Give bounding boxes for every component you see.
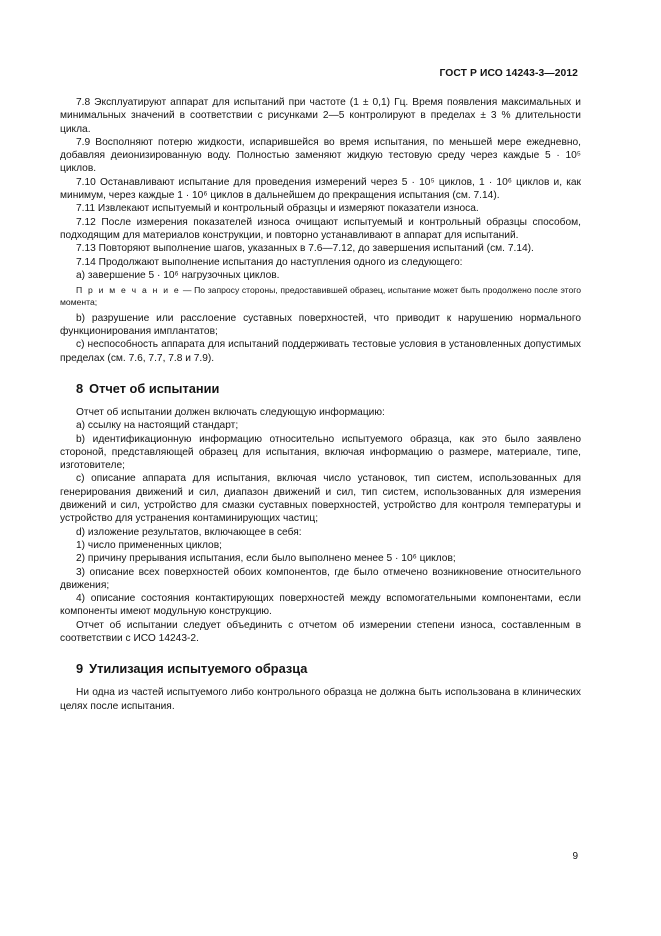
document-header: ГОСТ Р ИСО 14243-3—2012 [439,68,578,79]
section-8-paragraph: b) идентификационную информацию относительно испытуемого образца, как это было заявлено стороной, представляющей образец для испытания, включая информацию о размере, материале, типе, изготовителе; [60,433,581,472]
section-8-title: Отчет об испытании [89,380,220,396]
note-label: П р и м е ч а н и е [76,285,181,296]
note-text: — По запросу стороны, предоставившей образец, испытание может быть продолжено после этого момента; [60,285,581,307]
list-item-a: a) завершение 5 · 10⁶ нагрузочных циклов. [76,269,280,281]
section-9-number: 9 [76,661,84,677]
section-8-paragraph: 4) описание состояния контактирующих поверхностей между вспомогательными компонентами, если компоненты имеют модульную конструкцию. [60,593,581,618]
section-8-paragraph: a) ссылку на настоящий стандарт; [76,420,239,432]
page-number: 9 [572,851,578,862]
section-9-title: Утилизация испытуемого образца [89,661,308,677]
paragraph-7-9: 7.9 Восполняют потерю жидкости, испарившейся во время испытания, по меньшей мере ежедневно, добавляя деионизированную воду. Полностью заменяют жидкую тестовую среду через каждые 5 · 10⁵ циклов. [60,136,581,175]
section-8-paragraph: c) описание аппарата для испытания, включая число установок, тип систем, использованных для генерирования движений и сил, диапазон движений и сил, тип систем, использованных для измерения движений и сил, устройство для смазки суставных поверхностей, устройство для контроля температуры и устройство для устранения контаминирующих частиц; [60,473,581,525]
list-item-c: c) неспособность аппарата для испытаний поддерживать тестовые условия в установленных допустимых пределах (см. 7.6, 7.7, 7.8 и 7.9). [60,339,581,364]
section-8-paragraph: 1) число примененных циклов; [76,539,222,551]
list-item-b: b) разрушение или расслоение суставных поверхностей, что приводит к нарушению нормального функционирования имплантатов; [60,312,581,338]
section-8-number: 8 [76,380,84,396]
section-9-heading [76,661,581,677]
paragraph-7-8: 7.8 Эксплуатируют аппарат для испытаний при частоте (1 ± 0,1) Гц. Время появления максимальных и минимальных значений в соответствии с рисунками 2—5 контролируют в пределах ± 3 % длительности цикла. [60,97,581,135]
paragraph-7-13: 7.13 Повторяют выполнение шагов, указанных в 7.6—7.12, до завершения испытаний (см. 7.14). [76,243,534,255]
section-8-heading [76,381,581,397]
section-8-paragraph: Отчет об испытании должен включать следующую информацию: [76,406,385,418]
section-8-paragraph: Отчет об испытании следует объединить с отчетом об измерении степени износа, составленным в соответствии с ИСО 14243-2. [60,619,581,644]
page-content [60,96,581,713]
paragraph-7-14: 7.14 Продолжают выполнение испытания до наступления одного из следующего: [76,256,463,268]
section-9-paragraph: Ни одна из частей испытуемого либо контрольного образца не должна быть использована в клинических целях после испытания. [60,687,581,712]
paragraph-7-12: 7.12 После измерения показателей износа очищают испытуемый и контрольный образцы способом, подходящим для материалов конструкции, и повторно устанавливают в аппарат для испытаний. [60,216,581,241]
section-8-paragraph: 2) причину прерывания испытания, если было выполнено менее 5 · 10⁶ циклов; [76,553,456,565]
paragraph-7-10: 7.10 Останавливают испытание для проведения измерений через 5 · 10⁵ циклов, 1 · 10⁶ циклов и, как минимум, через каждые 1 · 10⁶ циклов в дальнейшем до прекращения испытания (см. 7.14). [60,176,581,202]
paragraph-7-11: 7.11 Извлекают испытуемый и контрольный образцы и измеряют показатели износа. [76,203,479,215]
note [60,285,581,309]
section-8-paragraph: d) изложение результатов, включающее в себя: [76,526,302,538]
section-8-paragraph: 3) описание всех поверхностей обоих компонентов, где было отмечено возникновение относительного движения; [60,566,581,591]
